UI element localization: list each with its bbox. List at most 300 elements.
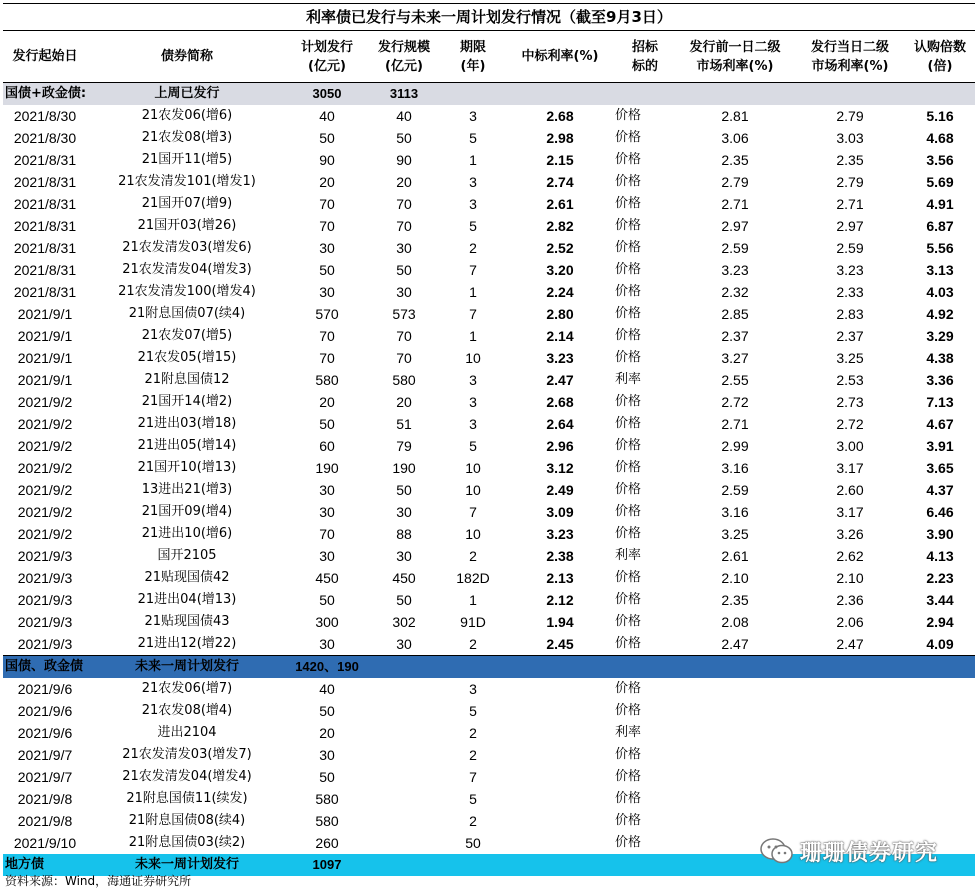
table-row (3, 325, 975, 347)
table-row (3, 435, 975, 457)
issued-amount-cell: 50 (396, 482, 412, 498)
column-header-text: 债券简称 (160, 49, 213, 64)
tenor-cell: 7 (469, 769, 477, 785)
bid-target-cell: 价格 (615, 218, 642, 233)
tenor-cell: 10 (465, 526, 481, 542)
bid-target-cell: 价格 (615, 328, 642, 343)
bond-name-cell: 21附息国债12 (144, 372, 230, 387)
section-empty-cell (505, 656, 615, 679)
tenor-cell: 2 (469, 747, 477, 763)
subscription-multiple-cell: 4.92 (926, 306, 954, 322)
winning-rate-cell: 2.45 (505, 633, 615, 656)
bid-target-cell: 价格 (615, 152, 642, 167)
pre-market-rate-cell: 2.81 (721, 108, 749, 124)
pre-market-rate-cell: 3.16 (721, 504, 749, 520)
issued-amount-cell: 20 (396, 394, 412, 410)
section-label: 上周已发行 (87, 83, 287, 106)
issued-amount-cell: 51 (396, 416, 412, 432)
issued-amount-cell (367, 744, 441, 766)
watermark-text: 珊珊债券研究 (800, 840, 939, 866)
issue-date-cell: 2021/9/1 (17, 372, 73, 388)
column-header-text: 市场利率(%) (811, 58, 889, 74)
section-issued (367, 656, 441, 679)
pre-market-rate-cell: 3.06 (721, 130, 749, 146)
bid-target-cell: 价格 (615, 813, 642, 828)
column-header-text: 发行起始日 (12, 49, 78, 64)
section-planned: 3050 (287, 83, 367, 106)
tenor-cell: 10 (465, 482, 481, 498)
tenor-cell: 1 (469, 592, 477, 608)
issued-amount-cell (367, 700, 441, 722)
same-day-market-rate-cell: 2.62 (836, 548, 864, 564)
winning-rate-cell: 1.94 (546, 614, 574, 630)
column-header (441, 31, 505, 83)
issue-date-cell: 2021/9/2 (17, 504, 73, 520)
section-empty-cell (905, 656, 975, 679)
subscription-multiple-cell: 3.90 (926, 526, 954, 542)
planned-amount-cell: 20 (319, 174, 335, 190)
issued-amount-cell (367, 788, 441, 810)
bid-target-cell: 价格 (615, 108, 642, 123)
section-category: 地方债 (3, 854, 87, 876)
bond-name-cell: 13进出21(增3) (141, 482, 233, 497)
issued-amount-cell (367, 678, 441, 700)
same-day-market-rate-cell (795, 810, 905, 832)
winning-rate-cell (505, 700, 615, 722)
planned-amount-cell: 30 (319, 482, 335, 498)
column-header-text: 认购倍数 (913, 39, 966, 55)
tenor-cell: 2 (469, 813, 477, 829)
bond-name-cell: 21国开09(增4) (141, 504, 233, 519)
winning-rate-cell: 2.96 (546, 438, 574, 454)
pre-market-rate-cell: 3.16 (721, 460, 749, 476)
bond-name-cell: 21贴现国债43 (144, 614, 230, 629)
issue-date-cell: 2021/9/2 (17, 416, 73, 432)
issued-amount-cell: 70 (396, 328, 412, 344)
bond-name-cell: 21进出10(增6) (141, 526, 233, 541)
issue-date-cell: 2021/8/31 (13, 196, 77, 212)
same-day-market-rate-cell: 3.25 (836, 350, 864, 366)
table-row (3, 457, 975, 479)
issue-date-cell: 2021/9/2 (17, 438, 73, 454)
issue-date-cell: 2021/9/7 (17, 747, 73, 763)
same-day-market-rate-cell: 2.79 (836, 108, 864, 124)
bid-target-cell: 价格 (615, 633, 675, 656)
winning-rate-cell (505, 678, 615, 700)
table-row (3, 766, 975, 788)
bid-target-cell: 价格 (615, 504, 642, 519)
same-day-market-rate-cell: 2.71 (836, 196, 864, 212)
planned-amount-cell: 50 (319, 703, 335, 719)
planned-amount-cell: 30 (319, 240, 335, 256)
pre-market-rate-cell: 2.99 (721, 438, 749, 454)
bid-target-cell: 价格 (615, 460, 642, 475)
same-day-market-rate-cell (795, 678, 905, 700)
subscription-multiple-cell: 5.56 (926, 240, 954, 256)
pre-market-rate-cell (675, 744, 795, 766)
pre-market-rate-cell: 2.72 (721, 394, 749, 410)
table-row (3, 678, 975, 700)
subscription-multiple-cell: 3.44 (926, 592, 954, 608)
winning-rate-cell (505, 788, 615, 810)
bond-name-cell: 21附息国债08(续4) (128, 813, 246, 828)
winning-rate-cell: 2.52 (546, 240, 574, 256)
issued-amount-cell: 450 (392, 570, 416, 586)
same-day-market-rate-cell (795, 722, 905, 744)
pre-market-rate-cell: 2.59 (721, 482, 749, 498)
tenor-cell: 3 (469, 372, 477, 388)
winning-rate-cell: 2.98 (546, 130, 574, 146)
planned-amount-cell: 30 (319, 284, 335, 300)
issue-date-cell: 2021/8/31 (13, 284, 77, 300)
watermark (760, 836, 938, 866)
winning-rate-cell: 2.74 (546, 174, 574, 190)
table-row (3, 369, 975, 391)
bond-name-cell: 21进出12(增22) (87, 633, 287, 656)
table-row (3, 611, 975, 633)
planned-amount-cell: 40 (319, 681, 335, 697)
column-header-text: (亿元) (385, 58, 423, 74)
column-header-text: 发行当日二级 (810, 39, 889, 55)
tenor-cell: 3 (469, 196, 477, 212)
column-header-text: 期限 (459, 39, 486, 55)
planned-amount-cell: 50 (319, 416, 335, 432)
table-row (3, 215, 975, 237)
pre-market-rate-cell: 2.55 (721, 372, 749, 388)
bid-target-cell: 价格 (615, 240, 642, 255)
winning-rate-cell: 3.23 (546, 526, 574, 542)
subscription-multiple-cell: 5.69 (926, 174, 954, 190)
pre-market-rate-cell: 2.59 (721, 240, 749, 256)
issued-amount-cell (367, 722, 441, 744)
winning-rate-cell: 2.80 (546, 306, 574, 322)
issue-date-cell: 2021/8/31 (13, 262, 77, 278)
bond-name-cell: 21农发06(增7) (141, 681, 233, 696)
tenor-cell: 2 (469, 725, 477, 741)
section-empty-cell (795, 656, 905, 679)
planned-amount-cell: 50 (319, 262, 335, 278)
pre-market-rate-cell (675, 766, 795, 788)
same-day-market-rate-cell: 2.37 (836, 328, 864, 344)
same-day-market-rate-cell: 2.35 (836, 152, 864, 168)
issue-date-cell: 2021/8/30 (13, 108, 77, 124)
tenor-cell: 7 (469, 306, 477, 322)
pre-market-rate-cell: 2.97 (721, 218, 749, 234)
column-header-text: 发行前一日二级 (689, 39, 781, 55)
tenor-cell: 7 (469, 262, 477, 278)
planned-amount-cell: 70 (319, 350, 335, 366)
planned-amount-cell: 580 (315, 372, 339, 388)
issued-amount-cell: 30 (396, 548, 412, 564)
issue-date-cell: 2021/9/1 (17, 350, 73, 366)
table-title: 利率债已发行与未来一周计划发行情况（截至9月3日） (3, 3, 975, 31)
winning-rate-cell: 2.61 (546, 196, 574, 212)
issued-amount-cell: 573 (392, 306, 416, 322)
issued-amount-cell: 40 (396, 108, 412, 124)
issue-date-cell: 2021/9/7 (17, 769, 73, 785)
tenor-cell: 3 (469, 681, 477, 697)
table-row (3, 347, 975, 369)
table-row (3, 281, 975, 303)
winning-rate-cell: 3.12 (546, 460, 574, 476)
bid-target-cell: 价格 (615, 284, 642, 299)
bid-target-cell: 利率 (615, 548, 642, 563)
issued-amount-cell: 70 (396, 218, 412, 234)
section-label: 未来一周计划发行 (87, 656, 287, 679)
issue-date-cell: 2021/9/8 (17, 813, 73, 829)
wechat-icon (760, 837, 794, 865)
subscription-multiple-cell: 7.13 (926, 394, 954, 410)
issued-amount-cell: 30 (396, 504, 412, 520)
tenor-cell: 2 (469, 240, 477, 256)
planned-amount-cell: 70 (319, 218, 335, 234)
section-empty-cell (441, 656, 505, 679)
winning-rate-cell (505, 832, 615, 854)
issued-amount-cell (367, 810, 441, 832)
bid-target-cell: 价格 (615, 614, 642, 629)
pre-market-rate-cell (675, 810, 795, 832)
bid-target-cell: 价格 (615, 482, 642, 497)
subscription-multiple-cell: 3.36 (926, 372, 954, 388)
bid-target-cell: 价格 (615, 681, 642, 696)
planned-amount-cell: 20 (319, 394, 335, 410)
tenor-cell: 3 (469, 416, 477, 432)
bid-target-cell: 价格 (615, 438, 642, 453)
subscription-multiple-cell: 3.29 (926, 328, 954, 344)
bid-target-cell: 价格 (615, 130, 642, 145)
column-header (795, 31, 905, 83)
table-row (3, 545, 975, 567)
bid-target-cell: 价格 (615, 394, 642, 409)
table-header-row (3, 31, 975, 83)
winning-rate-cell: 3.20 (546, 262, 574, 278)
winning-rate-cell: 2.13 (546, 570, 574, 586)
same-day-market-rate-cell: 2.73 (836, 394, 864, 410)
same-day-market-rate-cell: 3.23 (836, 262, 864, 278)
section-empty-cell (441, 854, 505, 876)
tenor-cell: 3 (469, 108, 477, 124)
tenor-cell: 2 (441, 633, 505, 656)
winning-rate-cell (505, 810, 615, 832)
issue-date-cell: 2021/9/2 (17, 526, 73, 542)
subscription-multiple-cell (905, 766, 975, 788)
bid-target-cell: 利率 (615, 725, 642, 740)
issued-amount-cell: 90 (396, 152, 412, 168)
winning-rate-cell: 2.24 (546, 284, 574, 300)
tenor-cell: 5 (469, 438, 477, 454)
tenor-cell: 3 (469, 174, 477, 190)
issued-amount-cell: 580 (392, 372, 416, 388)
tenor-cell: 1 (469, 152, 477, 168)
planned-amount-cell: 40 (319, 108, 335, 124)
issued-amount-cell: 79 (396, 438, 412, 454)
issue-date-cell: 2021/9/1 (17, 306, 73, 322)
same-day-market-rate-cell (795, 788, 905, 810)
bond-issuance-table (3, 31, 975, 876)
table-row (3, 193, 975, 215)
pre-market-rate-cell: 3.25 (721, 526, 749, 542)
tenor-cell: 3 (469, 394, 477, 410)
bond-name-cell: 21农发06(增6) (141, 108, 233, 123)
section-empty-cell (505, 83, 615, 106)
planned-amount-cell: 30 (287, 633, 367, 656)
issued-amount-cell: 50 (396, 130, 412, 146)
planned-amount-cell: 60 (319, 438, 335, 454)
subscription-multiple-cell: 4.67 (926, 416, 954, 432)
bid-target-cell: 价格 (615, 747, 642, 762)
table-row (3, 501, 975, 523)
planned-amount-cell: 50 (319, 769, 335, 785)
same-day-market-rate-cell: 3.03 (836, 130, 864, 146)
subscription-multiple-cell: 6.46 (926, 504, 954, 520)
table-row (3, 722, 975, 744)
bid-target-cell: 价格 (615, 570, 642, 585)
issued-amount-cell: 30 (367, 633, 441, 656)
planned-amount-cell: 190 (315, 460, 339, 476)
section-empty-cell (615, 656, 675, 679)
bid-target-cell: 价格 (615, 703, 642, 718)
subscription-multiple-cell: 4.91 (926, 196, 954, 212)
issued-amount-cell: 30 (396, 240, 412, 256)
table-row (3, 589, 975, 611)
same-day-market-rate-cell: 2.59 (836, 240, 864, 256)
bond-name-cell: 21进出04(增13) (137, 592, 237, 607)
column-header-text: (亿元) (308, 58, 346, 74)
pre-market-rate-cell: 2.35 (721, 592, 749, 608)
column-header (675, 31, 795, 83)
winning-rate-cell (505, 744, 615, 766)
pre-market-rate-cell (675, 678, 795, 700)
subscription-multiple-cell: 2.94 (926, 614, 954, 630)
table-row (3, 567, 975, 589)
column-header (615, 31, 675, 83)
bid-target-cell: 价格 (615, 769, 642, 784)
issue-date-cell: 2021/9/6 (17, 725, 73, 741)
tenor-cell: 182D (456, 570, 490, 586)
bond-name-cell: 21农发清发03(增发6) (122, 240, 252, 255)
subscription-multiple-cell (905, 744, 975, 766)
pre-market-rate-cell (675, 788, 795, 810)
table-row (3, 700, 975, 722)
issued-amount-cell: 302 (392, 614, 416, 630)
winning-rate-cell: 2.14 (546, 328, 574, 344)
same-day-market-rate-cell: 2.60 (836, 482, 864, 498)
subscription-multiple-cell: 3.56 (926, 152, 954, 168)
pre-market-rate-cell: 2.71 (721, 196, 749, 212)
same-day-market-rate-cell: 2.53 (836, 372, 864, 388)
same-day-market-rate-cell: 3.17 (836, 504, 864, 520)
table-row (3, 810, 975, 832)
winning-rate-cell (505, 722, 615, 744)
bid-target-cell: 价格 (615, 835, 642, 850)
section-planned: 1097 (287, 854, 367, 876)
issue-date-cell: 2021/9/10 (13, 835, 77, 851)
column-header-text: 发行规模 (377, 39, 430, 55)
winning-rate-cell: 2.49 (546, 482, 574, 498)
subscription-multiple-cell (905, 810, 975, 832)
same-day-market-rate-cell: 3.26 (836, 526, 864, 542)
table-row (3, 237, 975, 259)
pre-market-rate-cell: 2.10 (721, 570, 749, 586)
column-header-text: 中标利率(%) (521, 49, 599, 64)
section-empty-cell (615, 83, 675, 106)
issued-amount-cell: 30 (396, 284, 412, 300)
bond-name-cell: 21国开11(增5) (141, 152, 233, 167)
issue-date-cell: 2021/9/3 (17, 570, 73, 586)
winning-rate-cell: 2.15 (546, 152, 574, 168)
subscription-multiple-cell (905, 722, 975, 744)
column-header (905, 31, 975, 83)
planned-amount-cell: 450 (315, 570, 339, 586)
table-row (3, 413, 975, 435)
column-header (505, 31, 615, 83)
issue-date-cell: 2021/9/8 (17, 791, 73, 807)
column-header-text: 标的 (631, 58, 658, 74)
section-empty-cell (675, 656, 795, 679)
same-day-market-rate-cell: 2.06 (836, 614, 864, 630)
table-row (3, 744, 975, 766)
section-planned: 1420、190 (287, 656, 367, 679)
tenor-cell: 50 (465, 835, 481, 851)
pre-market-rate-cell: 2.79 (721, 174, 749, 190)
same-day-market-rate-cell: 2.36 (836, 592, 864, 608)
planned-amount-cell: 70 (319, 196, 335, 212)
section-empty-cell (615, 854, 675, 876)
tenor-cell: 5 (469, 703, 477, 719)
column-header (87, 31, 287, 83)
planned-amount-cell: 570 (315, 306, 339, 322)
issue-date-cell: 2021/9/3 (17, 592, 73, 608)
section-row (3, 83, 975, 106)
same-day-market-rate-cell: 2.79 (836, 174, 864, 190)
subscription-multiple-cell: 2.23 (926, 570, 954, 586)
winning-rate-cell: 2.68 (546, 108, 574, 124)
subscription-multiple-cell: 3.65 (926, 460, 954, 476)
tenor-cell: 7 (469, 504, 477, 520)
bid-target-cell: 价格 (615, 791, 642, 806)
planned-amount-cell: 30 (319, 548, 335, 564)
bid-target-cell: 价格 (615, 350, 642, 365)
pre-market-rate-cell: 3.27 (721, 350, 749, 366)
report-table-container (3, 3, 975, 876)
issued-amount-cell: 70 (396, 350, 412, 366)
tenor-cell: 5 (469, 130, 477, 146)
issued-amount-cell: 70 (396, 196, 412, 212)
column-header (287, 31, 367, 83)
issue-date-cell: 2021/9/2 (17, 460, 73, 476)
tenor-cell: 91D (460, 614, 486, 630)
issue-date-cell: 2021/8/31 (13, 174, 77, 190)
column-header (3, 31, 87, 83)
subscription-multiple-cell: 4.68 (926, 130, 954, 146)
tenor-cell: 2 (469, 548, 477, 564)
bond-name-cell: 21附息国债07(续4) (128, 306, 246, 321)
bid-target-cell: 价格 (615, 526, 642, 541)
same-day-market-rate-cell: 2.47 (795, 633, 905, 656)
bid-target-cell: 价格 (615, 174, 642, 189)
bond-name-cell: 21国开03(增26) (137, 218, 237, 233)
pre-market-rate-cell: 2.32 (721, 284, 749, 300)
tenor-cell: 1 (469, 328, 477, 344)
section-empty-cell (675, 83, 795, 106)
section-empty-cell (905, 83, 975, 106)
bond-name-cell: 21农发清发101(增发1) (118, 174, 256, 189)
subscription-multiple-cell (905, 788, 975, 810)
table-row (3, 259, 975, 281)
issue-date-cell: 2021/9/6 (17, 681, 73, 697)
winning-rate-cell: 3.23 (546, 350, 574, 366)
pre-market-rate-cell: 2.35 (721, 152, 749, 168)
